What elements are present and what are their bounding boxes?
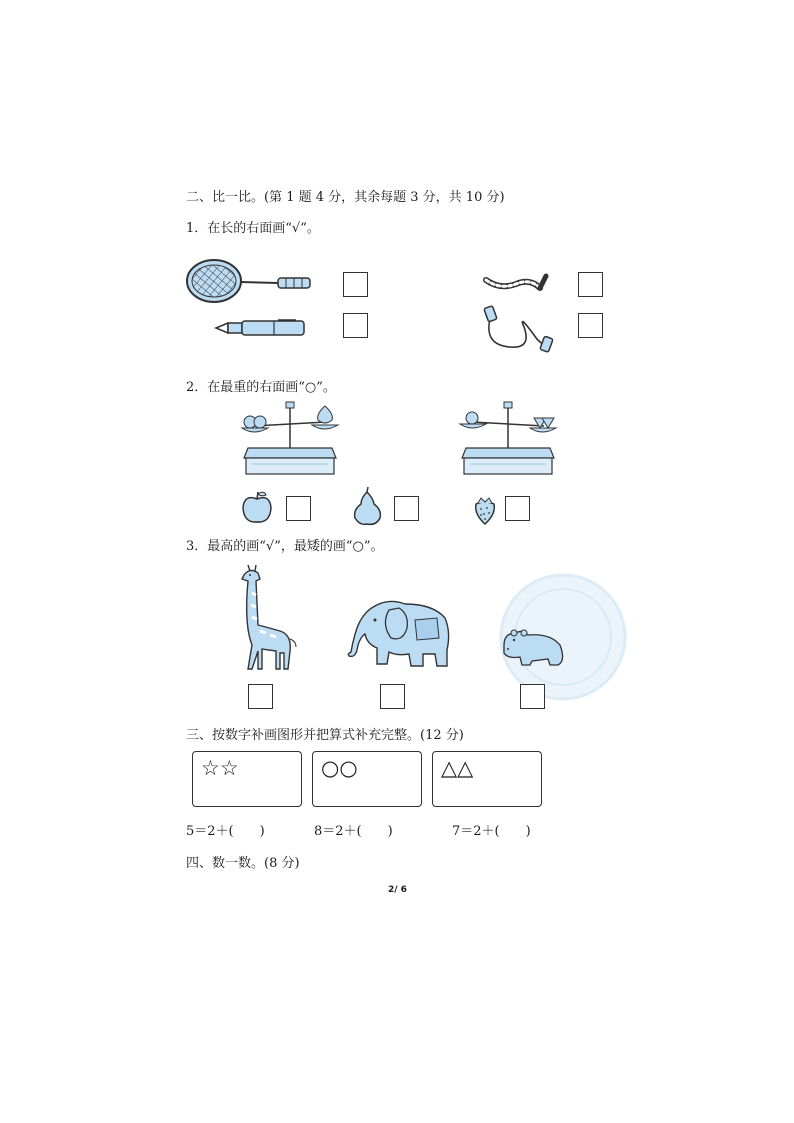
drawing-box-stars[interactable] xyxy=(192,751,302,807)
badminton-racket-illustration xyxy=(186,258,316,306)
answer-box-pear[interactable] xyxy=(394,496,419,521)
hippo-illustration-overlay xyxy=(500,625,566,669)
answer-box-jump-rope[interactable] xyxy=(578,313,603,338)
answer-box-pen[interactable] xyxy=(343,313,368,338)
page-number: 2/ 6 xyxy=(388,885,407,895)
triangle-shapes: △△ xyxy=(441,756,474,780)
answer-box-short-rope[interactable] xyxy=(578,272,603,297)
strawberry-icon xyxy=(472,496,498,526)
answer-box-giraffe[interactable] xyxy=(248,684,273,709)
equation-circles[interactable]: 8＝2＋( ) xyxy=(314,824,393,839)
answer-box-elephant[interactable] xyxy=(380,684,405,709)
question1-text: 1．在长的右面画“√”。 xyxy=(186,221,320,236)
pear-icon xyxy=(350,486,384,526)
answer-box-racket[interactable] xyxy=(343,272,368,297)
star-shapes: ☆☆ xyxy=(201,756,239,780)
question2-text: 2．在最重的右面画“○”。 xyxy=(186,380,336,395)
equation-stars[interactable]: 5＝2＋( ) xyxy=(186,824,265,839)
short-rope-illustration xyxy=(482,270,550,300)
jump-rope-illustration xyxy=(480,305,556,355)
question3-text: 3．最高的画“√”，最矮的画“○”。 xyxy=(186,539,384,554)
equation-triangles[interactable]: 7＝2＋( ) xyxy=(452,824,531,839)
pen-illustration xyxy=(214,318,308,338)
balance-scale-apple-pear xyxy=(240,400,340,478)
giraffe-illustration xyxy=(236,565,298,673)
apple-icon xyxy=(240,490,274,526)
elephant-illustration xyxy=(345,598,455,674)
answer-box-apple[interactable] xyxy=(286,496,311,521)
answer-box-strawberry[interactable] xyxy=(505,496,530,521)
drawing-box-circles[interactable] xyxy=(312,751,422,807)
section3-heading: 三、按数字补画图形并把算式补充完整。(12 分) xyxy=(186,728,464,743)
balance-scale-apple-strawberry xyxy=(458,400,558,478)
section4-heading: 四、数一数。(8 分) xyxy=(186,856,300,871)
section2-heading: 二、比一比。(第 1 题 4 分，其余每题 3 分，共 10 分) xyxy=(186,190,505,205)
circle-shapes: ○○ xyxy=(321,756,358,780)
answer-box-hippo[interactable] xyxy=(520,684,545,709)
drawing-box-triangles[interactable] xyxy=(432,751,542,807)
